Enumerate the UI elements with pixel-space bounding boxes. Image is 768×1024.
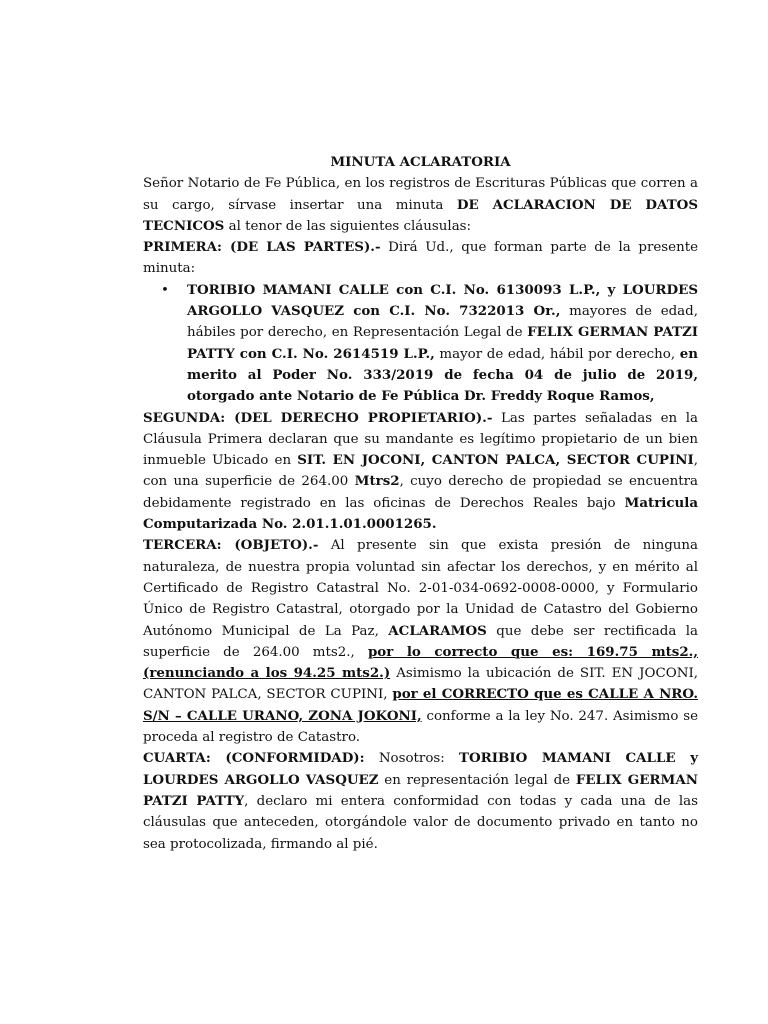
cuarta-text-3: , declaro mi entera conformidad con todas y cada una de las cláusulas que anteceden, otorgándole valor de documento privado en tanto no sea protocolizada, firmando al pié. <box>143 793 698 852</box>
clause-primera-text: Dirá Ud., que forman parte de la presente minuta: <box>143 240 698 277</box>
intro-text-1: Señor Notario de Fe Pública, en los registros de Escrituras Públicas que corren a su cargo, sírvase insertar una minuta <box>143 176 698 213</box>
parties-text-2: mayor de edad, hábil por derecho, <box>434 346 680 362</box>
tercera-text-2: que debe ser rectificada la superficie de 264.00 mts2., <box>143 623 698 660</box>
cuarta-text-1: Nosotros: <box>364 751 460 767</box>
tercera-underlined-1: por lo correcto que es: 169.75 mts2., (renunciando a los 94.25 mts2.) <box>143 643 698 682</box>
list-item <box>161 280 698 408</box>
cuarta-bold-2: FELIX GERMAN PATZI PATTY <box>143 771 699 809</box>
document-title: MINUTA ACLARATORIA <box>330 154 511 170</box>
document-page <box>143 152 698 855</box>
clause-tercera-heading: TERCERA: (OBJETO).- <box>143 537 319 554</box>
parties-bold-2: FELIX GERMAN PATZI PATTY con C.I. No. 2614519 L.P., <box>187 324 698 362</box>
parties-text-1: mayores de edad, hábiles por derecho, en Representación Legal de <box>187 304 698 341</box>
segunda-text-2: , con una superficie de 264.00 <box>143 453 698 490</box>
clause-segunda <box>143 408 698 536</box>
tercera-text-1: Al presente sin que exista presión de ninguna naturaleza, de nuestra propia voluntad sin afectar los derechos, y en mérito al Certificado de Registro Catastral No. 2-01-034-0692-0008-0000, y Formulario Único de Registro Catastral, otorgado por la Unidad de Catastro del Gobierno Autónomo Municipal de La Paz, <box>143 538 698 639</box>
tercera-underlined-2: por el CORRECTO que es CALLE A NRO. S/N – CALLE URANO, ZONA JOKONI, <box>143 686 698 724</box>
tercera-text-3: Asimismo la ubicación de SIT. EN JOCONI, CANTON PALCA, SECTOR CUPINI, <box>143 666 698 703</box>
intro-bold: DE ACLARACION DE DATOS TECNICOS <box>143 196 698 234</box>
segunda-text-1: Las partes señaladas en la Cláusula Primera declaran que su mandante es legítimo propietario de un bien inmueble Ubicado en <box>143 410 698 469</box>
cuarta-text-2: en representación legal de <box>378 772 576 788</box>
clause-cuarta-heading: CUARTA: (CONFORMIDAD): <box>143 750 365 767</box>
segunda-text-3: , cuyo derecho de propiedad se encuentra debidamente registrado en las oficinas de Derechos Reales bajo <box>143 474 698 511</box>
intro-paragraph <box>143 173 698 237</box>
clause-tercera <box>143 535 698 748</box>
tercera-text-4: conforme a la ley No. 247. Asimismo se proceda al registro de Catastro. <box>143 708 699 746</box>
tercera-bold-1: ACLARAMOS <box>388 622 487 639</box>
clause-segunda-heading: SEGUNDA: (DEL DERECHO PROPIETARIO).- <box>143 409 493 426</box>
clause-primera-heading: PRIMERA: (DE LAS PARTES).- <box>143 239 381 256</box>
parties-list <box>143 280 698 408</box>
parties-bold-3: en merito al Poder No. 333/2019 de fecha 04 de julio de 2019, otorgado ante Notario de Fe Pública Dr. Freddy Roque Ramos, <box>187 345 698 405</box>
clause-cuarta <box>143 748 698 854</box>
segunda-bold-2: Mtrs2 <box>354 473 400 490</box>
parties-bold-1: TORIBIO MAMANI CALLE con C.I. No. 6130093 L.P., y LOURDES ARGOLLO VASQUEZ con C.I. No. 7322013 Or., <box>187 281 698 320</box>
intro-text-2: al tenor de las siguientes cláusulas: <box>224 218 472 234</box>
cuarta-bold-1: TORIBIO MAMANI CALLE y LOURDES ARGOLLO VASQUEZ <box>143 750 699 788</box>
segunda-bold-1: SIT. EN JOCONI, CANTON PALCA, SECTOR CUPINI <box>297 452 694 469</box>
clause-primera <box>143 237 698 280</box>
bullet-icon: • <box>161 282 169 298</box>
segunda-bold-3: Matricula Computarizada No. 2.01.1.01.0001265. <box>143 494 698 533</box>
